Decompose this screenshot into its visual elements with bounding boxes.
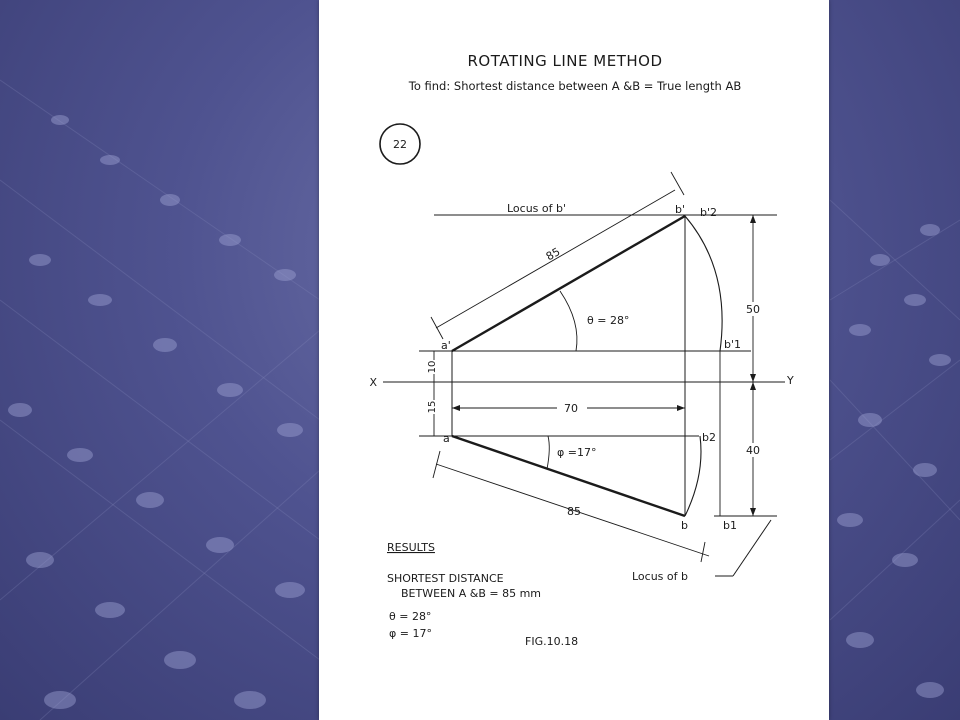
arc-b-prime (685, 216, 722, 351)
arc-b (685, 436, 701, 516)
figure-subtitle: To find: Shortest distance between A &B = True length AB (408, 79, 742, 93)
results-line-1: SHORTEST DISTANCE (387, 572, 504, 585)
figure-caption: FIG.10.18 (525, 635, 579, 648)
point-b1-prime: b'1 (724, 338, 742, 351)
phi-dimension: φ =17° (557, 446, 597, 459)
results-heading: RESULTS (387, 541, 435, 554)
point-a: a (443, 432, 450, 445)
locus-b-prime-label: Locus of b' (507, 202, 567, 215)
true-length-front-view (452, 216, 685, 351)
dim-85-top-label: 85 (543, 245, 563, 264)
dim-15-label: 15 (427, 400, 438, 414)
figure-title: ROTATING LINE METHOD (467, 52, 663, 70)
results-line-2: BETWEEN A &B = 85 mm (401, 587, 541, 600)
rotating-line-diagram (319, 0, 829, 720)
results-theta: θ = 28° (389, 610, 432, 623)
y-label: Y (787, 374, 794, 387)
dim-50-label: 50 (746, 303, 760, 316)
dim-40-label: 40 (746, 444, 760, 457)
point-b1: b1 (723, 519, 737, 532)
dim-10-label: 10 (427, 360, 438, 374)
results-phi: φ = 17° (389, 627, 432, 640)
problem-number: 22 (393, 138, 407, 151)
theta-arc (560, 291, 577, 351)
drawing-page (319, 0, 829, 720)
point-b: b (681, 519, 688, 532)
theta-dimension: θ = 28° (587, 314, 630, 327)
point-b-prime: b' (675, 203, 686, 216)
phi-arc (547, 436, 549, 469)
locus-b-leader (733, 520, 771, 576)
dim-85-bottom-label: 85 (567, 505, 581, 518)
point-b2-prime: b'2 (700, 206, 718, 219)
x-label: X (369, 376, 377, 389)
point-b2: b2 (702, 431, 716, 444)
dim-70-label: 70 (564, 402, 578, 415)
point-a-prime: a' (441, 339, 451, 352)
locus-b-label: Locus of b (632, 570, 688, 583)
